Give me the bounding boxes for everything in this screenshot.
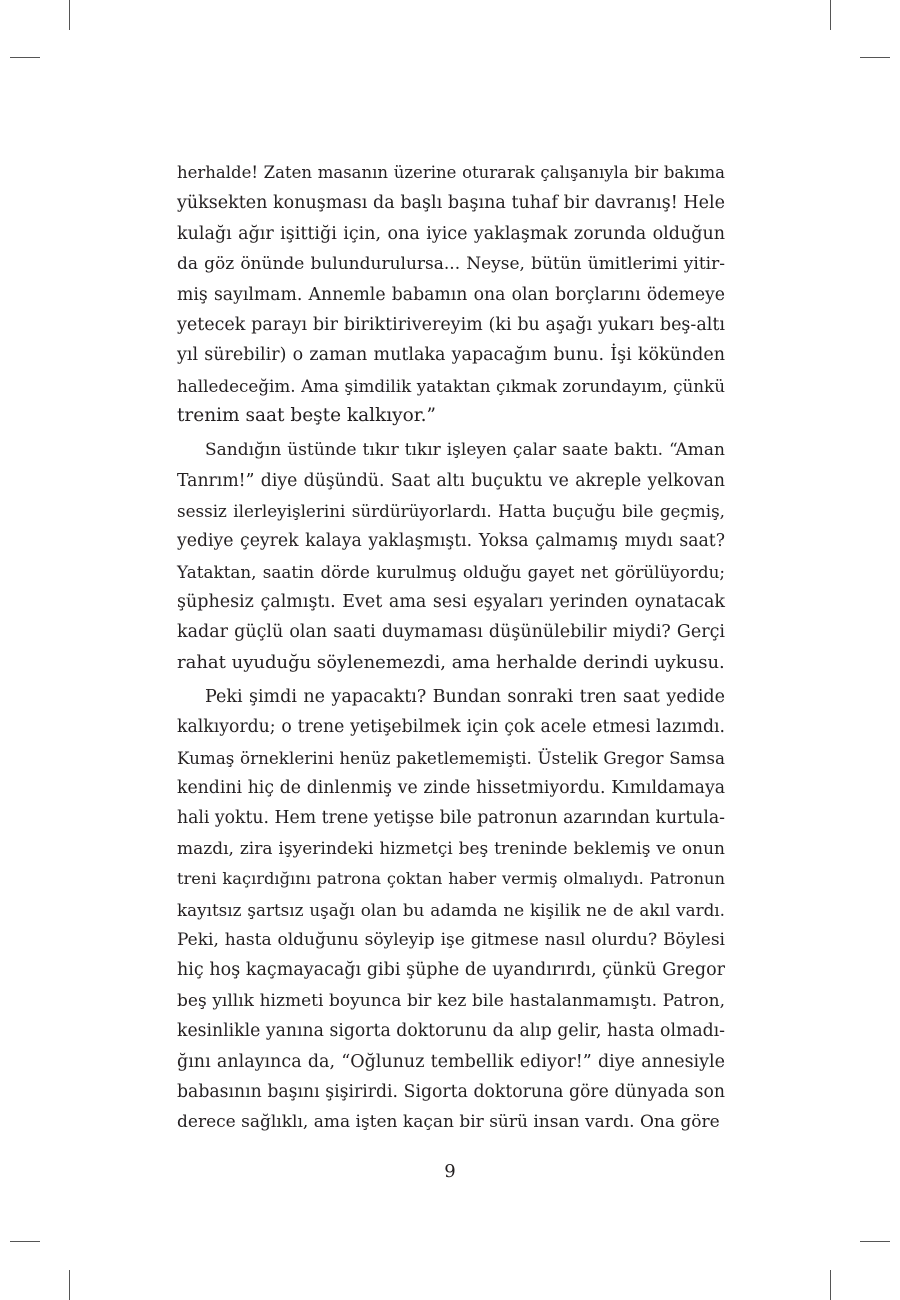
text-line: herhalde! Zaten masanın üzerine oturarak çalışanıyla bir bakıma — [177, 163, 725, 182]
text-line: hiç hoş kaçmayacağı gibi şüphe de uyandırırdı, çünkü Gregor — [177, 960, 725, 981]
text-line: miş sayılmam. Annemle babamın ona olan borçlarını ödemeye — [177, 284, 725, 305]
text-line: Kumaş örneklerini henüz paketlememişti. Üstelik Gregor Samsa — [177, 747, 725, 768]
text-line: yediye çeyrek kalaya yaklaşmıştı. Yoksa çalmamış mıydı saat? — [177, 531, 725, 552]
paragraph — [177, 682, 725, 1138]
text-line: halledeceğim. Ama şimdilik yataktan çıkmak zorundayım, çünkü — [177, 375, 725, 396]
text-line: sessiz ilerleyişlerini sürdürüyorlardı. Hatta buçuğu bile geçmiş, — [177, 500, 725, 521]
paragraph — [177, 158, 725, 432]
text-line: yetecek parayı bir biriktirivereyim (ki bu aşağı yukarı beş-altı — [177, 314, 725, 335]
text-line: ğını anlayınca da, “Oğlunuz tembellik ediyor!” diye annesiyle — [177, 1051, 725, 1072]
text-line: mazdı, zira işyerindeki hizmetçi beş treninde beklemiş ve onun — [177, 838, 725, 859]
text-line: yıl sürebilir) o zaman mutlaka yapacağım bunu. İşi kökünden — [177, 345, 725, 366]
crop-mark-bottom-left-horizontal — [10, 1241, 40, 1242]
crop-mark-bottom-right-vertical — [830, 1270, 831, 1300]
page-number: 9 — [444, 1161, 456, 1182]
text-line: Sandığın üstünde tıkır tıkır işleyen çalar saate baktı. “Aman — [205, 440, 725, 461]
text-line: Yataktan, saatin dörde kurulmuş olduğu gayet net görülüyordu; — [177, 561, 725, 582]
text-line: yüksekten konuşması da başlı başına tuhaf bir davranış! Hele — [177, 193, 725, 214]
text-line: treni kaçırdığını patrona çoktan haber vermiş olmalıydı. Patronun — [177, 869, 725, 889]
crop-mark-top-right-vertical — [830, 0, 831, 30]
text-line: kalkıyordu; o trene yetişebilmek için çok acele etmesi lazımdı. — [177, 717, 725, 738]
text-line: derece sağlıklı, ama işten kaçan bir sürü insan vardı. Ona göre — [177, 1112, 720, 1133]
body-text — [177, 158, 725, 1138]
crop-mark-bottom-right-horizontal — [860, 1241, 890, 1242]
text-line: kendini hiç de dinlenmiş ve zinde hissetmiyordu. Kımıldamaya — [177, 778, 725, 798]
text-line: kesinlikle yanına sigorta doktorunu da alıp gelir, hasta olmadı- — [177, 1021, 725, 1042]
text-line: kulağı ağır işittiği için, ona iyice yaklaşmak zorunda olduğun — [177, 223, 725, 244]
crop-mark-bottom-left-vertical — [69, 1270, 70, 1300]
text-line: şüphesiz çalmıştı. Evet ama sesi eşyaları yerinden oynatacak — [177, 592, 725, 613]
text-line: beş yıllık hizmeti boyunca bir kez bile hastalanmamıştı. Patron, — [177, 990, 725, 1011]
crop-mark-top-right-horizontal — [860, 57, 890, 58]
text-line: babasının başını şişirirdi. Sigorta doktoruna göre dünyada son — [177, 1081, 725, 1102]
paragraph — [177, 435, 725, 678]
text-line: da göz önünde bulundurulursa... Neyse, bütün ümitlerimi yitir- — [177, 254, 725, 275]
crop-mark-top-left-horizontal — [10, 57, 40, 58]
text-line: rahat uyuduğu söylenemezdi, ama herhalde derindi uykusu. — [177, 651, 725, 673]
crop-mark-top-left-vertical — [69, 0, 70, 30]
text-line: kayıtsız şartsız uşağı olan bu adamda ne kişilik ne de akıl vardı. — [177, 899, 725, 920]
text-line: kadar güçlü olan saati duymaması düşünülebilir miydi? Gerçi — [177, 622, 725, 643]
text-line: Peki şimdi ne yapacaktı? Bundan sonraki tren saat yedide — [205, 686, 725, 707]
text-line: Tanrım!” diye düşündü. Saat altı buçuktu ve akreple yelkovan — [177, 470, 725, 491]
text-line: hali yoktu. Hem trene yetişse bile patronun azarından kurtula- — [177, 808, 725, 829]
text-line: trenim saat beşte kalkıyor.” — [177, 405, 436, 427]
text-line: Peki, hasta olduğunu söyleyip işe gitmese nasıl olurdu? Böylesi — [177, 929, 725, 950]
